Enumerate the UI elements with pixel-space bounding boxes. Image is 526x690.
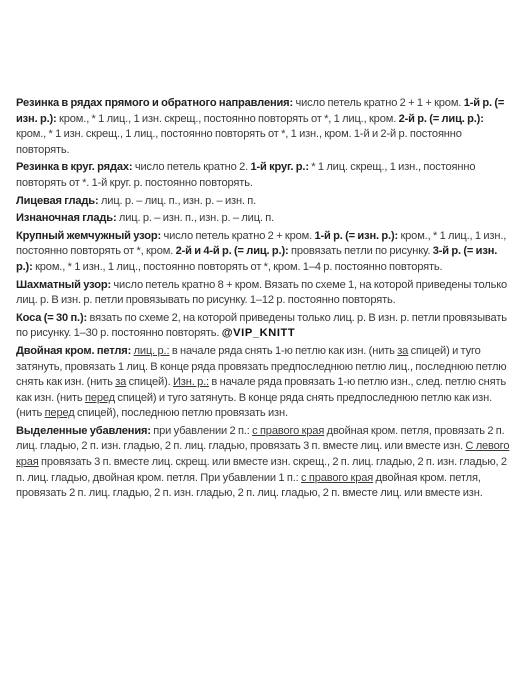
section-heading: 1-й р. (= изн. р.): — [16, 97, 505, 125]
body-text: число петель кратно 2 + 1 + кром. — [293, 97, 464, 109]
section-heading: 2-й и 4-й р. (= лиц. р.): — [175, 245, 289, 258]
body-text: * 1 лиц. скрещ., 1 изн., постоянно повторять от *. 1-й круг. р. постоянно повторять. — [16, 161, 476, 189]
section-heading: 1-й р. (= изн. р.): — [314, 229, 399, 242]
section-heading: Крупный жемчужный узор: — [16, 229, 162, 242]
section-double-edge — [16, 344, 512, 422]
body-text: лиц. р. – изн. п., изн. р. – лиц. п. — [116, 212, 275, 225]
body-text: число петель кратно 8 + кром. Вязать по схеме 1, на которой приведены только лиц. р. В изн. р. петли провязывать по рисунку. 1–12 р. постоянно повторять. — [16, 278, 508, 307]
section-rib-flat — [16, 96, 512, 158]
section-seed — [16, 229, 512, 276]
body-text: спицей), последнюю петлю провязать изн. — [74, 407, 288, 420]
section-stockinette — [16, 194, 512, 210]
body-text: спицей). — [126, 376, 173, 389]
section-heading: Лицевая гладь: — [16, 194, 99, 207]
body-text: спицей) и туго затянуть. В конце ряда снять предпоследнюю петлю как изн. (нить — [16, 391, 493, 420]
section-heading: Шахматный узор: — [16, 278, 111, 291]
section-heading: Резинка в рядах прямого и обратного направления: — [16, 97, 294, 109]
body-text: в начале ряда снять 1-ю петлю как изн. (нить — [169, 344, 398, 357]
body-text: кром., * 1 изн., 1 лиц., постоянно повторять от *, кром. 1–4 р. постоянно повторять. — [32, 260, 443, 273]
underlined-term: с правого края — [301, 471, 374, 484]
body-text: лиц. р. – лиц. п., изн. р. – изн. п. — [98, 194, 257, 207]
body-text: вязать по схеме 2, на которой приведены только лиц. р. В изн. р. петли провязывать по рисунку. 1–30 р. постоянно повторять. — [16, 311, 507, 340]
instructions-text — [16, 96, 512, 502]
body-text: двойная кром. петля, провязать 2 п. лиц. гладью, 2 п. изн. гладью, 2 п. лиц. гладью, 2 п. вместе лиц. или вместе изн. — [16, 471, 483, 500]
underlined-term: за — [397, 344, 409, 357]
body-text: кром., * 1 лиц., 1 изн. скрещ., постоянно повторять от *, 1 лиц., кром. — [56, 112, 399, 125]
underlined-term: Изн. р.: — [172, 376, 209, 389]
section-heading: Изнаночная гладь: — [16, 212, 117, 225]
underlined-term: перед — [44, 407, 75, 420]
section-heading: 1-й круг. р.: — [250, 161, 309, 174]
section-decreases — [16, 424, 512, 502]
body-text: провязать петли по рисунку. — [288, 245, 433, 258]
body-text: кром., * 1 изн. скрещ., 1 лиц., постоянно повторять от *, 1 изн., кром. 1-й и 2-й р. постоянно повторять. — [16, 128, 462, 156]
underlined-term: с правого края — [252, 424, 325, 437]
body-text: спицей) и туго затянуть, провязать 1 лиц. В конце ряда провязать предпоследнюю петлю лиц., последнюю петлю снять как изн. (нить — [16, 344, 507, 389]
body-text: число петель кратно 2 + кром. — [161, 229, 315, 242]
body-text: число петель кратно 2. — [132, 161, 251, 174]
section-heading: 3-й р. (= изн. р.): — [16, 245, 498, 273]
section-reverse-stockinette — [16, 211, 512, 227]
section-heading: 2-й р. (= лиц. р.): — [398, 112, 484, 125]
underlined-term: перед — [85, 391, 115, 404]
section-heading: Двойная кром. петля: — [16, 344, 132, 357]
section-heading: Выделенные убавления: — [16, 424, 151, 437]
body-text: в начале ряда провязать 1-ю петлю изн., след. петлю снять как изн. (нить — [16, 376, 507, 404]
section-rib-round — [16, 160, 512, 191]
underlined-term: С левого края — [16, 440, 510, 469]
underlined-term: за — [115, 376, 127, 389]
section-cable — [16, 311, 512, 342]
body-text: двойная кром. петля, провязать 2 п. лиц. гладью, 2 п. изн. гладью, 2 п. лиц. гладью, провязать 3 п. вместе лиц. или вместе изн. — [16, 424, 505, 453]
watermark-handle: @VIP_KNITT — [221, 327, 296, 340]
section-heading: Резинка в круг. рядах: — [16, 161, 133, 174]
underlined-term: лиц. р.: — [133, 344, 170, 357]
body-text: при убавлении 2 п.: — [150, 424, 253, 437]
body-text: провязать 3 п. вместе лиц. скрещ. или вместе изн. скрещ., 2 п. лиц. гладью, 2 п. изн. гладью, 2 п. лиц. гладью, двойная кром. петля. При убавлении 1 п.: — [16, 456, 507, 484]
body-text: кром., * 1 лиц., 1 изн., постоянно повторять от *, кром. — [16, 229, 507, 258]
section-checker — [16, 278, 512, 309]
section-heading: Коса (= 30 п.): — [16, 311, 88, 324]
